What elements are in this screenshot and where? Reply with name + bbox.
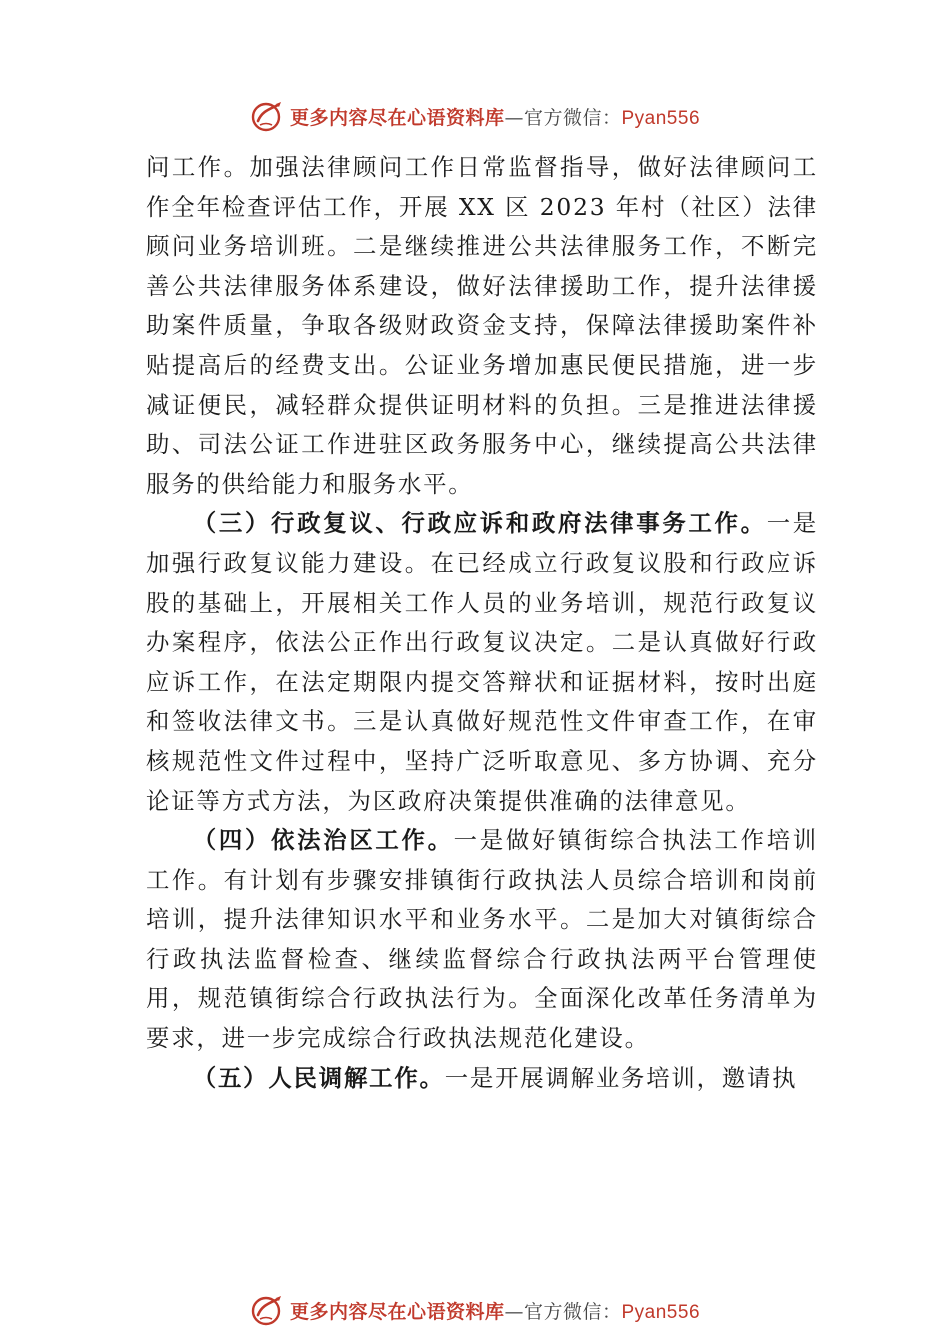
paragraph-section-3	[146, 504, 818, 821]
header-watermark	[0, 96, 950, 136]
paragraph-section-4	[146, 821, 818, 1059]
watermark-dash: —	[504, 1300, 524, 1323]
document-body	[146, 148, 818, 1098]
watermark-wechat-label: 官方微信：	[523, 1300, 622, 1323]
pen-swirl-logo-icon	[250, 99, 284, 133]
watermark-wechat-id: Pyan556	[621, 1301, 701, 1323]
paragraph-text: 一是做好镇街综合执法工作培训工作。有计划有步骤安排镇街行政执法人员综合培训和岗前培训，提升法律知识水平和业务水平。二是加大对镇街综合行政执法监督检查、继续监督综合行政执法两平台管理使用，规范镇街综合行政执法行为。全面深化改革任务清单为要求，进一步完成综合行政执法规范化建设。	[146, 826, 818, 1053]
watermark-text	[290, 1297, 700, 1324]
watermark-wechat-id: Pyan556	[621, 107, 701, 129]
section-heading-3: （三）行政复议、行政应诉和政府法律事务工作。	[192, 509, 767, 538]
watermark-dash: —	[504, 106, 524, 129]
paragraph-text: 问工作。加强法律顾问工作日常监督指导，做好法律顾问工作全年检查评估工作，开展 XX 区 2023 年村（社区）法律顾问业务培训班。二是继续推进公共法律服务工作，不断完善公共法律服务体系建设，做好法律援助工作，提升法律援助案件质量，争取各级财政资金支持，保障法律援助案件补贴提高后的经费支出。公证业务增加惠民便民措施，进一步减证便民，减轻群众提供证明材料的负担。三是推进法律援助、司法公证工作进驻区政务服务中心，继续提高公共法律服务的供给能力和服务水平。	[146, 153, 818, 498]
paragraph-text: 一是加强行政复议能力建设。在已经成立行政复议股和行政应诉股的基础上，开展相关工作人员的业务培训，规范行政复议办案程序，依法公正作出行政复议决定。二是认真做好行政应诉工作，在法定期限内提交答辩状和证据材料，按时出庭和签收法律文书。三是认真做好规范性文件审查工作，在审核规范性文件过程中，坚持广泛听取意见、多方协调、充分论证等方式方法，为区政府决策提供准确的法律意见。	[146, 509, 818, 815]
watermark-wechat-label: 官方微信：	[523, 106, 622, 129]
watermark-brand: 更多内容尽在心语资料库	[289, 106, 505, 129]
footer-watermark	[0, 1290, 950, 1330]
paragraph-continued	[146, 148, 818, 504]
paragraph-section-5	[146, 1059, 818, 1099]
watermark-brand: 更多内容尽在心语资料库	[289, 1300, 505, 1323]
section-heading-4: （四）依法治区工作。	[192, 826, 454, 855]
section-heading-5: （五）人民调解工作。	[192, 1063, 445, 1092]
paragraph-text: 一是开展调解业务培训，邀请执	[444, 1063, 798, 1092]
watermark-text	[290, 103, 700, 130]
pen-swirl-logo-icon	[250, 1293, 284, 1327]
